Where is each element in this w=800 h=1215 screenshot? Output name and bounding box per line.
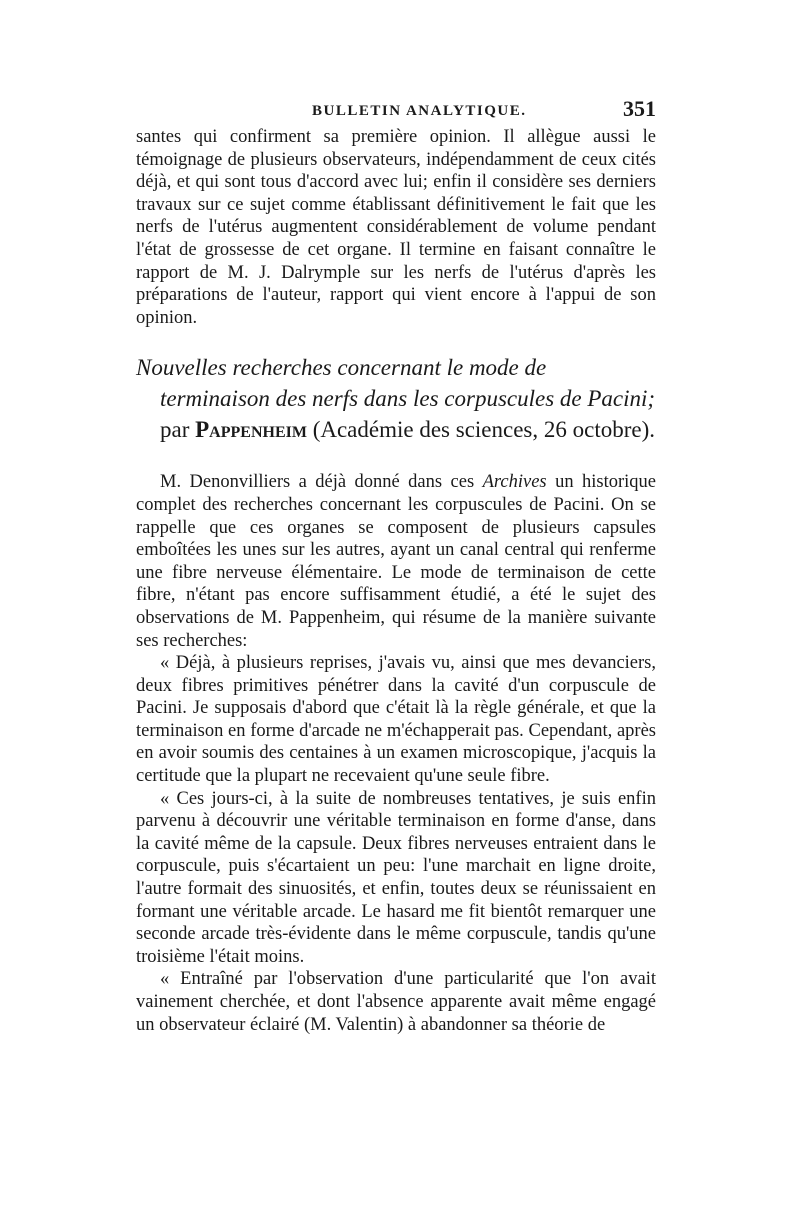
page-body xyxy=(136,126,656,1036)
page-number: 351 xyxy=(623,96,656,121)
paragraph-intro xyxy=(136,471,656,652)
quote-paragraph-3: « Entraîné par l'observation d'une particularité que l'on avait vainement cherchée, et dont l'absence apparente avait même engagé un observateur éclairé (M. Valentin) à abandonner sa théorie de xyxy=(136,969,656,1035)
running-title: BULLETIN ANALYTIQUE. xyxy=(312,103,527,119)
section-title: Nouvelles recherches concernant le mode de terminaison des nerfs dans les corpuscules de Pacini; xyxy=(136,355,656,412)
author-prefix: par xyxy=(160,417,196,443)
paragraph-intro-before: M. Denonvilliers a déjà donné dans ces xyxy=(160,472,483,493)
paragraph-continuation: santes qui confirment sa première opinion. Il allègue aussi le témoignage de plusieurs observateurs, indépendamment de ceux cités déjà, et qui sont tous d'accord avec lui; enfin il considère ses derniers travaux sur ce sujet comme établissant définitivement le fait que les nerfs de l'utérus augmentent considérablement de volume pendant l'état de grossesse de cet organe. Il termine en faisant connaître le rapport de M. J. Dalrymple sur les nerfs de l'utérus d'après les préparations de l'auteur, rapport qui vient encore à l'appui de son opinion. xyxy=(136,127,656,328)
author-name: Pappenheim xyxy=(195,417,307,443)
paragraph-intro-after: un historique complet des recherches concernant les corpuscules de Pacini. On se rappelle que ces organes se composent de plusieurs capsules emboîtées les unes sur les autres, ayant un canal central qui renferme une fibre nerveuse élémentaire. Le mode de terminaison de cette fibre, n'étant pas encore suffisamment étudié, a été le sujet des observations de M. Pappenheim, qui résume de la manière suivante ses recherches: xyxy=(136,472,656,651)
section-source: (Académie des sciences, 26 octobre). xyxy=(306,417,655,443)
quote-paragraph-2: « Ces jours-ci, à la suite de nombreuses tentatives, je suis enfin parvenu à découvrir une véritable terminaison en forme d'anse, dans la cavité même de la capsule. Deux fibres nerveuses entraient dans le corpuscule, puis s'écartaient un peu: l'une marchait en ligne droite, l'autre formait des sinuosités, et enfin, toutes deux se réunissaient en formant une véritable arcade. Le hasard me fit bientôt remarquer une seconde arcade très-évidente dans le même corpuscule, tandis qu'une troisième l'était moins. xyxy=(136,788,656,967)
page-header xyxy=(136,96,656,126)
section-heading xyxy=(136,352,656,445)
journal-name: Archives xyxy=(482,472,547,493)
quote-paragraph-1: « Déjà, à plusieurs reprises, j'avais vu, ainsi que mes devanciers, deux fibres primitives pénétrer dans la cavité d'un corpuscule de Pacini. Je supposais d'abord que c'était là la règle générale, et que la terminaison en forme d'arcade ne m'échapperait pas. Cependant, après en avoir soumis des centaines à un examen microscopique, j'acquis la certitude que la plupart ne recevaient qu'une seule fibre. xyxy=(136,653,656,787)
